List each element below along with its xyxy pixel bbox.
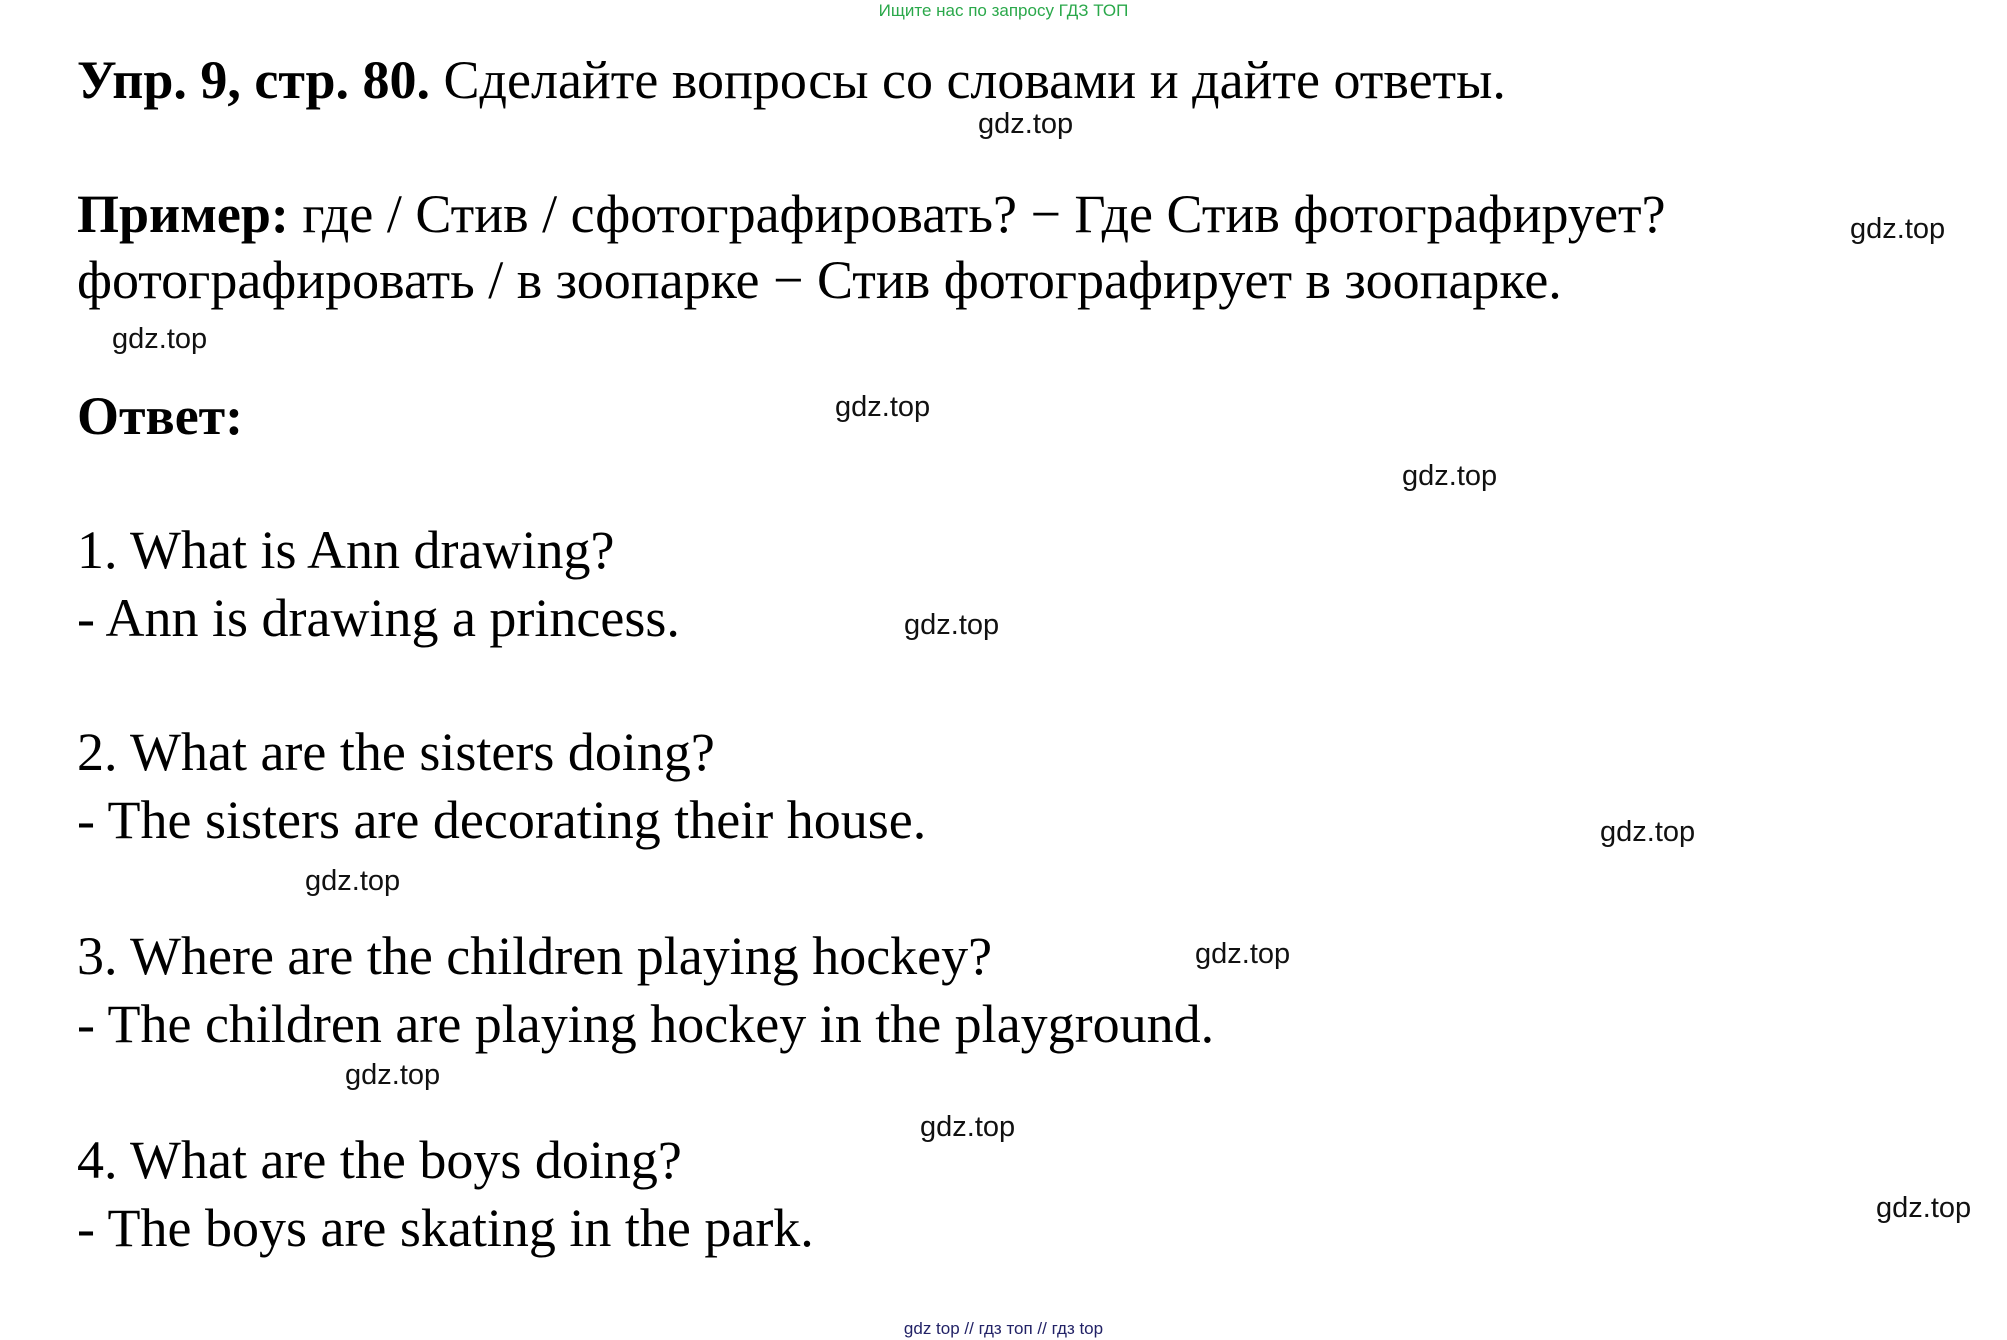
question-4: 4. What are the boys doing? [77,1130,682,1190]
watermark: gdz.top [978,108,1074,140]
example-line-1 [77,182,1666,246]
answer-2: - The sisters are decorating their house. [77,790,927,850]
example-text-1: где / Стив / сфотографировать? − Где Стив фотографирует? [288,184,1666,244]
watermark: gdz.top [1195,938,1291,970]
watermark: gdz.top [1402,460,1498,492]
question-3: 3. Where are the children playing hockey? [77,926,993,986]
watermark: gdz.top [305,865,401,897]
answer-1: - Ann is drawing a princess. [77,588,680,648]
watermark: gdz.top [904,609,1000,641]
watermark: gdz.top [1876,1192,1972,1224]
watermark: gdz.top [920,1111,1016,1143]
answer-4: - The boys are skating in the park. [77,1198,814,1258]
example-label: Пример: [77,184,289,244]
answer-label: Ответ: [77,386,244,446]
footer-watermark: gdz top // гдз топ // гдз top [903,1319,1104,1338]
question-2: 2. What are the sisters doing? [77,722,715,782]
example-line-2: фотографировать / в зоопарке − Стив фотографирует в зоопарке. [77,250,1562,310]
answer-3: - The children are playing hockey in the playground. [77,994,1215,1054]
watermark: gdz.top [345,1059,441,1091]
top-banner: Ищите нас по запросу ГДЗ ТОП [878,1,1129,20]
watermark: gdz.top [1850,213,1946,245]
watermark: gdz.top [835,391,931,423]
watermark: gdz.top [112,323,208,355]
watermark: gdz.top [1600,816,1696,848]
task-text: Сделайте вопросы со словами и дайте ответы. [430,50,1506,110]
task-heading [77,48,1506,112]
question-1: 1. What is Ann drawing? [77,520,615,580]
task-label: Упр. 9, стр. 80. [77,50,431,110]
